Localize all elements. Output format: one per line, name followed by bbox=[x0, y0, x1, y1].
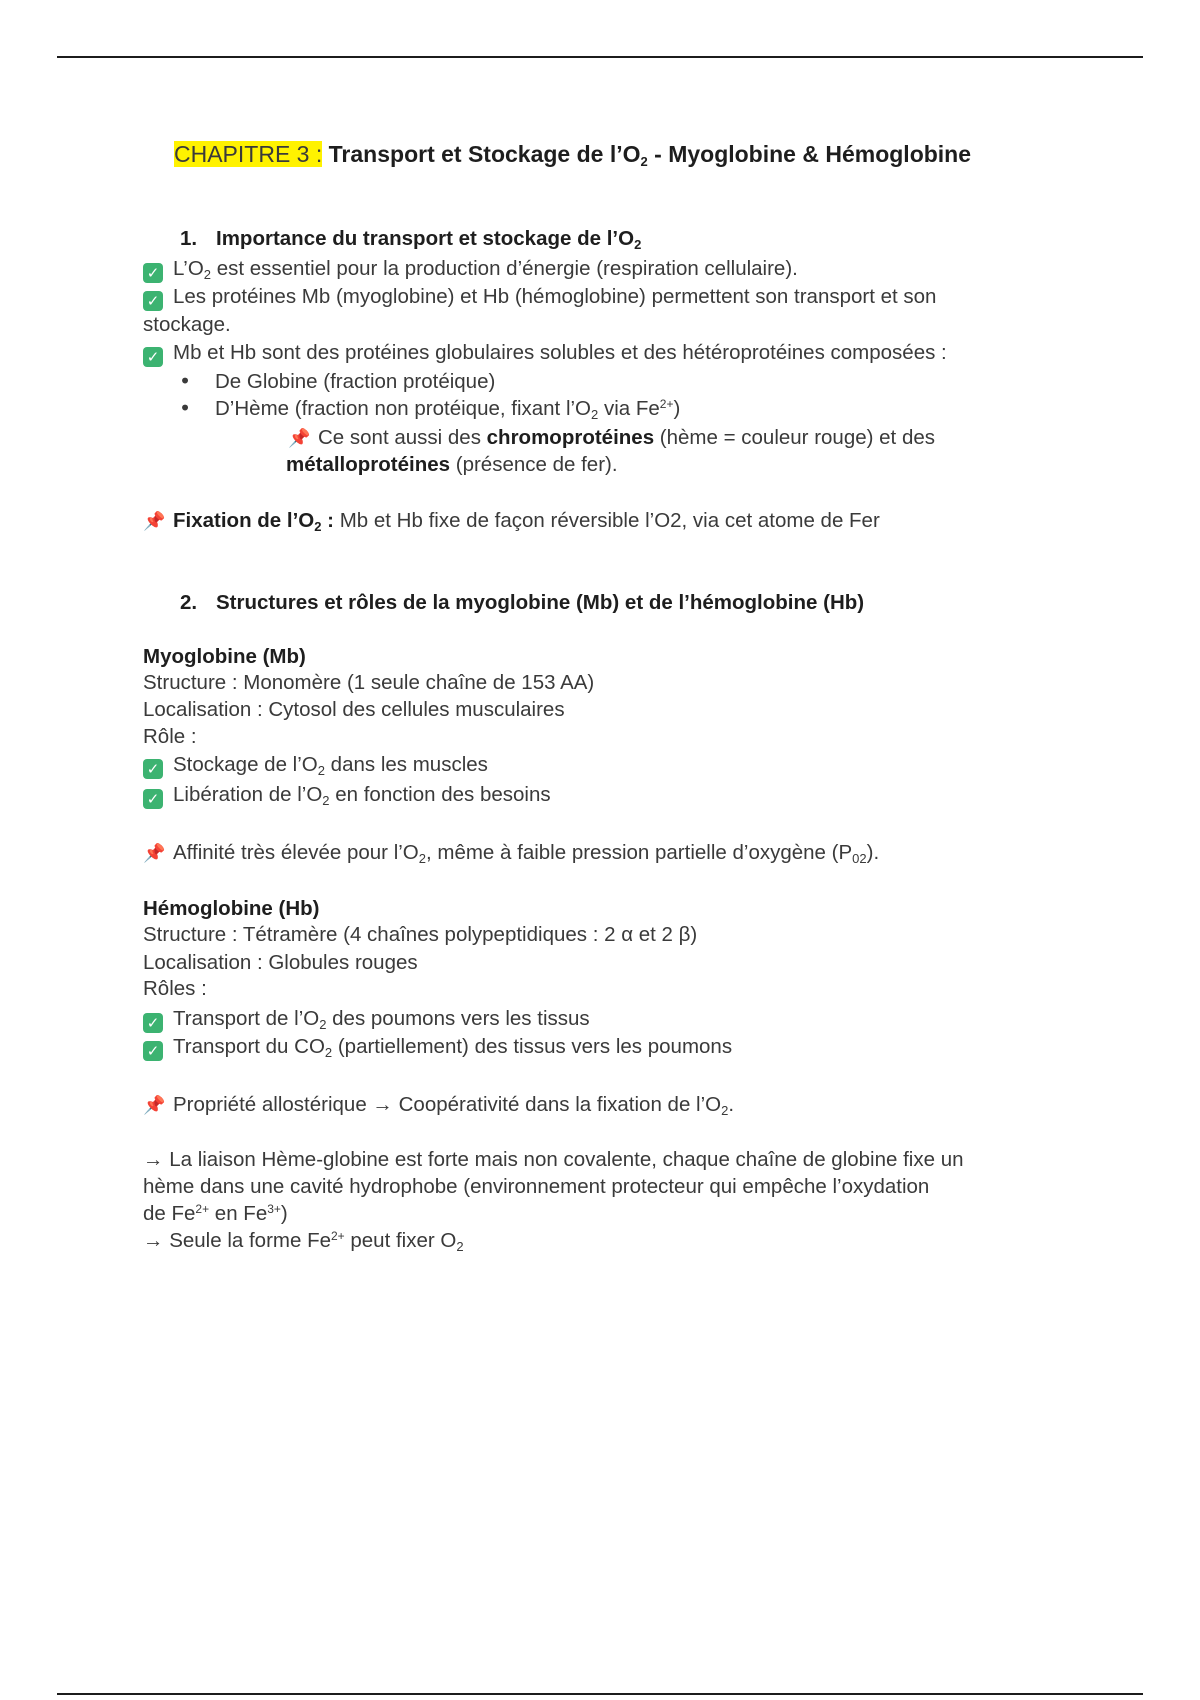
bullet-item: • De Globine (fraction protéique) bbox=[143, 368, 495, 395]
hb-role-label: Rôles : bbox=[143, 977, 207, 1000]
list-item: ✓ Transport de $l’O_2$ des poumons vers les tissus bbox=[143, 1006, 590, 1033]
check-box-icon: ✓ bbox=[143, 291, 163, 311]
chapter-label: CHAPITRE 3 : bbox=[174, 141, 323, 167]
check-box-icon: ✓ bbox=[143, 1013, 163, 1033]
pushpin-icon: 📌 bbox=[143, 843, 166, 864]
page-title: CHAPITRE 3 : Transport et Stockage de $l’O_2$ - Myoglobine & Hémoglobine bbox=[174, 141, 972, 169]
section2-heading: 2. Structures et rôles de la myoglobine (Mb) et de l’hémoglobine (Hb) bbox=[180, 591, 865, 614]
bullet-dot-icon: • bbox=[179, 369, 192, 393]
check-box-icon: ✓ bbox=[143, 347, 163, 367]
title-text: Transport et Stockage de l’O bbox=[328, 141, 641, 167]
mb-localisation: Localisation : Cytosol des cellules musculaires bbox=[143, 698, 565, 721]
check-box-icon: ✓ bbox=[143, 759, 163, 779]
mb-role-label: Rôle : bbox=[143, 725, 197, 748]
fixation-note: 📌 Fixation de $l’O_2$ : Mb et Hb fixe de façon réversible l’O2, via cet atome de Fer bbox=[143, 509, 880, 534]
note-line: 📌 Ce sont aussi des chromoprotéines (hème = couleur rouge) et des bbox=[288, 425, 935, 452]
bullet-dot-icon: • bbox=[179, 396, 192, 420]
section1-heading: 1. Importance du transport et stockage de $l’O_2$ bbox=[180, 227, 642, 252]
top-rule bbox=[57, 56, 1143, 58]
check-box-icon: ✓ bbox=[143, 263, 163, 283]
list-item: ✓ $L’O_2$ est essentiel pour la production d’énergie (respiration cellulaire). bbox=[143, 256, 798, 283]
note-line: métalloprotéines (présence de fer). bbox=[286, 453, 618, 476]
arrow-note: → Seule la forme $Fe^{2+}$ peut fixer $O_2$ bbox=[143, 1229, 464, 1254]
mb-title: Myoglobine (Mb) bbox=[143, 645, 306, 668]
list-item-continuation: stockage. bbox=[143, 313, 231, 336]
bullet-item: • D’Hème (fraction non protéique, fixant $l’O_2$ via $Fe^{2+}$) bbox=[143, 395, 680, 422]
list-item: ✓ Transport du $CO_2$ (partiellement) des tissus vers les poumons bbox=[143, 1034, 732, 1061]
hb-title: Hémoglobine (Hb) bbox=[143, 897, 320, 920]
check-box-icon: ✓ bbox=[143, 789, 163, 809]
hb-localisation: Localisation : Globules rouges bbox=[143, 951, 418, 974]
list-item: ✓ Les protéines Mb (myoglobine) et Hb (hémoglobine) permettent son transport et son bbox=[143, 284, 936, 311]
arrow-note-continuation: de $Fe^{2+}$ en $Fe^{3+}$) bbox=[143, 1202, 288, 1225]
list-item: ✓ Mb et Hb sont des protéines globulaires solubles et des hétéroprotéines composées : bbox=[143, 340, 947, 367]
hb-structure: Structure : Tétramère (4 chaînes polypeptidiques : 2 α et 2 β) bbox=[143, 923, 698, 946]
list-item: ✓ Stockage de $l’O_2$ dans les muscles bbox=[143, 752, 488, 779]
arrow-note-continuation: hème dans une cavité hydrophobe (environnement protecteur qui empêche l’oxydation bbox=[143, 1175, 930, 1198]
mb-note: 📌 Affinité très élevée pour $l’O_2$, même à faible pression partielle d’oxygène $(P_{02})$. bbox=[143, 841, 880, 866]
hb-note: 📌 Propriété allostérique → Coopérativité dans la fixation de $l’O_2$. bbox=[143, 1093, 735, 1118]
bottom-rule bbox=[57, 1693, 1143, 1695]
list-item: ✓ Libération de $l’O_2$ en fonction des besoins bbox=[143, 782, 551, 809]
mb-structure: Structure : Monomère (1 seule chaîne de 153 AA) bbox=[143, 671, 595, 694]
pushpin-icon: 📌 bbox=[288, 428, 311, 449]
check-box-icon: ✓ bbox=[143, 1041, 163, 1061]
arrow-note: → La liaison Hème-globine est forte mais non covalente, chaque chaîne de globine fixe un bbox=[143, 1148, 964, 1171]
pushpin-icon: 📌 bbox=[143, 511, 166, 532]
pushpin-icon: 📌 bbox=[143, 1095, 166, 1116]
